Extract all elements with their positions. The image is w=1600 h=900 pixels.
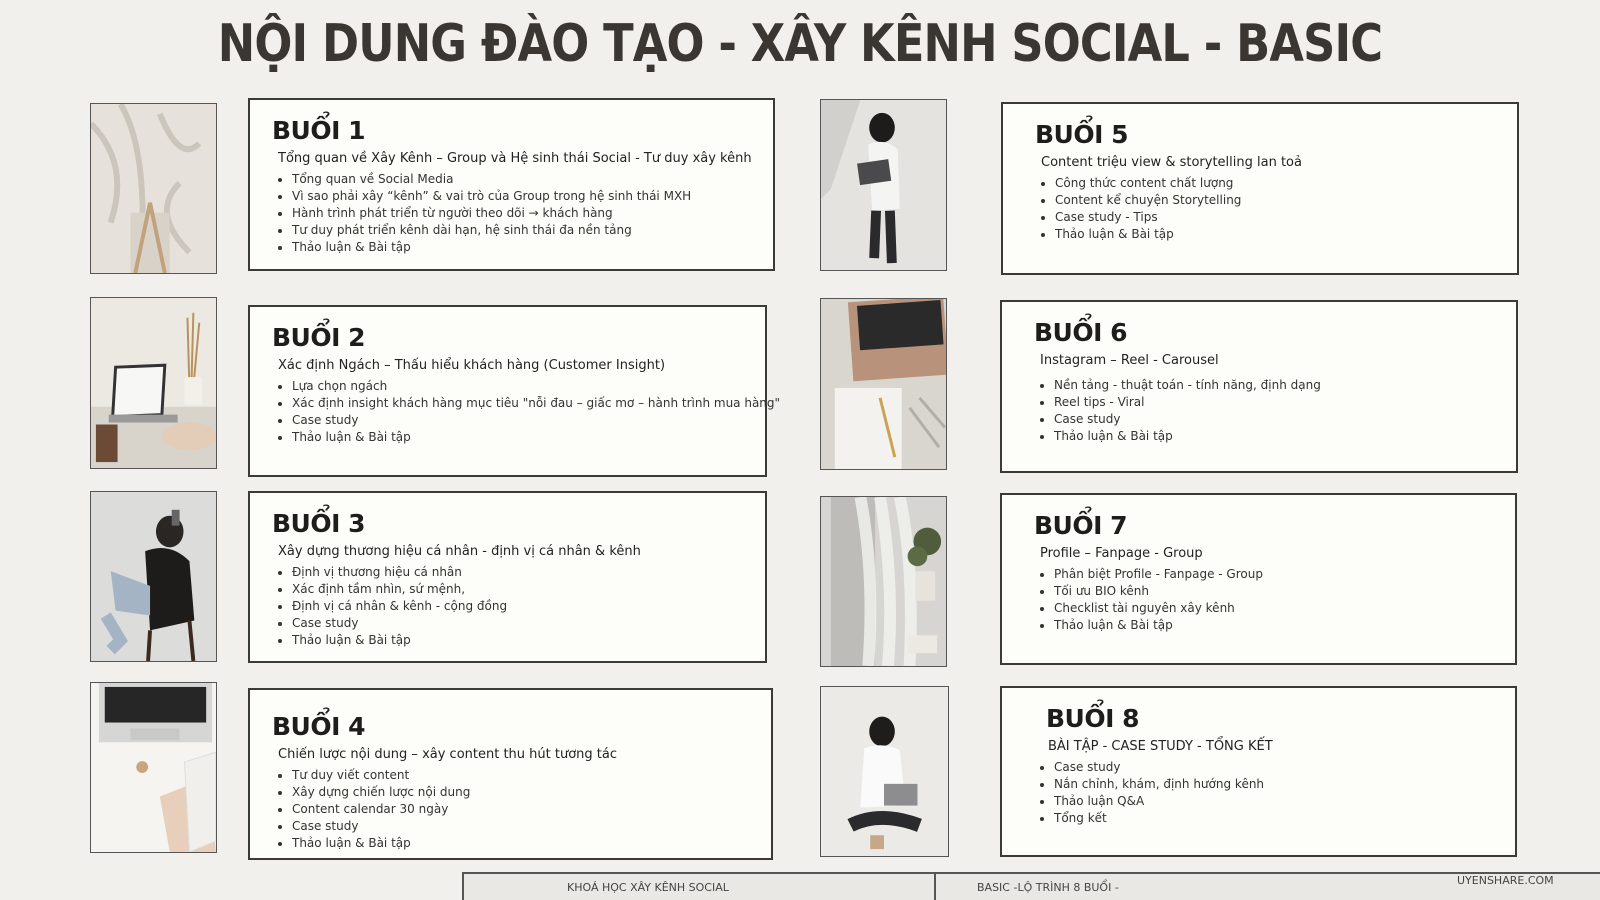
- photo-curtain-plant: [820, 496, 947, 667]
- session-subtitle: Profile – Fanpage - Group: [1040, 546, 1203, 561]
- list-item: • Thảo luận & Bài tập: [1055, 226, 1495, 243]
- session-topic-list: [272, 378, 781, 446]
- session-subtitle: Xác định Ngách – Thấu hiểu khách hàng (Customer Insight): [278, 358, 666, 373]
- list-item: • Case study: [1054, 411, 1494, 428]
- footer-divider: [934, 872, 936, 900]
- session-subtitle: Content triệu view & storytelling lan toả: [1041, 155, 1302, 170]
- session-card-1: [248, 98, 775, 271]
- list-item: • Thảo luận & Bài tập: [1054, 428, 1494, 445]
- session-card-3: [248, 491, 767, 663]
- photo-woman-laptop-standing: [820, 99, 947, 271]
- page-title: NỘI DUNG ĐÀO TẠO - XÂY KÊNH SOCIAL - BASIC: [217, 14, 1383, 74]
- list-item: • Vì sao phải xây “kênh” & vai trò của Group trong hệ sinh thái MXH: [292, 188, 751, 205]
- session-subtitle: Instagram – Reel - Carousel: [1040, 353, 1219, 368]
- list-item: • Lựa chọn ngách: [292, 378, 743, 395]
- list-item: • Định vị cá nhân & kênh - cộng đồng: [292, 598, 743, 615]
- session-subtitle: Chiến lược nội dung – xây content thu hút tương tác: [278, 747, 617, 762]
- list-item: • Case study: [292, 615, 743, 632]
- session-title: BUỔI 3: [272, 509, 366, 538]
- session-card-5: [1001, 102, 1519, 275]
- list-item: • Case study: [292, 412, 743, 429]
- list-item: • Tối ưu BIO kênh: [1054, 583, 1493, 600]
- session-card-8: [1000, 686, 1517, 857]
- list-item: • Thảo luận & Bài tập: [292, 632, 743, 649]
- list-item: • Xác định tầm nhìn, sứ mệnh,: [292, 581, 743, 598]
- session-subtitle: BÀI TẬP - CASE STUDY - TỔNG KẾT: [1048, 739, 1273, 754]
- list-item: • Tư duy viết content: [292, 767, 749, 784]
- list-item: • Thảo luận & Bài tập: [292, 239, 751, 256]
- list-item: • Content calendar 30 ngày: [292, 801, 749, 818]
- photo-laptop-desk: [90, 297, 217, 469]
- list-item: • Tổng quan về Social Media: [292, 171, 751, 188]
- list-item: • Tư duy phát triển kênh dài hạn, hệ sinh thái đa nền tảng: [292, 222, 751, 239]
- photo-woman-phone-chair: [90, 491, 217, 662]
- list-item: • Tổng kết: [1054, 810, 1493, 827]
- list-item: • Phân biệt Profile - Fanpage - Group: [1054, 566, 1493, 583]
- session-title: BUỔI 5: [1035, 120, 1129, 149]
- session-topic-list: [272, 767, 749, 852]
- list-item: • Case study: [292, 818, 749, 835]
- list-item: • Định vị thương hiệu cá nhân: [292, 564, 743, 581]
- footer-level: BASIC -LỘ TRÌNH 8 BUỔI -: [977, 881, 1119, 894]
- photo-woman-laptop-floor: [820, 686, 949, 857]
- session-topic-list: [1034, 566, 1493, 634]
- list-item: • Nắn chỉnh, khám, định hướng kênh: [1054, 776, 1493, 793]
- list-item: • Content kể chuyện Storytelling: [1055, 192, 1495, 209]
- list-item: • Nền tảng - thuật toán - tính năng, định dạng: [1054, 377, 1494, 394]
- list-item: • Công thức content chất lượng: [1055, 175, 1495, 192]
- list-item: • Thảo luận & Bài tập: [1054, 617, 1493, 634]
- session-title: BUỔI 7: [1034, 511, 1128, 540]
- photo-laptop-notebook: [820, 298, 947, 470]
- list-item: • Thảo luận & Bài tập: [292, 835, 749, 852]
- photo-laptop-flatlay: [90, 682, 217, 853]
- list-item: • Case study: [1054, 759, 1493, 776]
- list-item: • Reel tips - Viral: [1054, 394, 1494, 411]
- session-title: BUỔI 6: [1034, 318, 1128, 347]
- session-topic-list: [272, 171, 751, 256]
- session-title: BUỔI 4: [272, 712, 366, 741]
- list-item: • Thảo luận & Bài tập: [292, 429, 743, 446]
- session-subtitle: Xây dựng thương hiệu cá nhân - định vị cá nhân & kênh: [278, 544, 641, 559]
- list-item: • Hành trình phát triển từ người theo dõi → khách hàng: [292, 205, 751, 222]
- list-item: • Thảo luận Q&A: [1054, 793, 1493, 810]
- list-item: • Xác định insight khách hàng mục tiêu "nỗi đau – giấc mơ – hành trình mua hàng": [292, 395, 743, 412]
- session-title: BUỔI 2: [272, 323, 366, 352]
- session-topic-list: [272, 564, 743, 649]
- photo-plant-shadow: [90, 103, 217, 274]
- footer-course-name: KHOÁ HỌC XÂY KÊNH SOCIAL: [567, 881, 729, 894]
- session-title: BUỔI 8: [1046, 704, 1140, 733]
- session-card-4: [248, 688, 773, 860]
- footer-website: UYENSHARE.COM: [1457, 874, 1554, 887]
- session-title: BUỔI 1: [272, 116, 366, 145]
- list-item: • Checklist tài nguyên xây kênh: [1054, 600, 1493, 617]
- session-card-6: [1000, 300, 1518, 473]
- session-card-2: [248, 305, 781, 477]
- session-subtitle: Tổng quan về Xây Kênh – Group và Hệ sinh thái Social - Tư duy xây kênh: [278, 151, 752, 166]
- session-topic-list: [1034, 759, 1493, 827]
- list-item: • Case study - Tips: [1055, 209, 1495, 226]
- session-topic-list: [1035, 175, 1495, 243]
- session-card-7: [1000, 493, 1517, 665]
- session-topic-list: [1034, 377, 1494, 445]
- list-item: • Xây dựng chiến lược nội dung: [292, 784, 749, 801]
